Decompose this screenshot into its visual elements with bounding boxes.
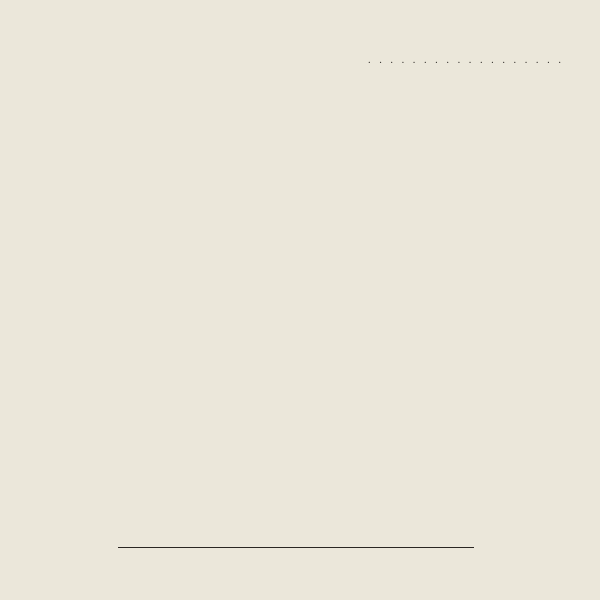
leader-dots: . . . . . . . . . . . . . . . . . . xyxy=(368,55,564,66)
footer-rule xyxy=(118,547,474,548)
chapter-heading-row xyxy=(0,55,600,67)
annexe-heading xyxy=(262,389,382,401)
risks-heading xyxy=(183,184,483,196)
